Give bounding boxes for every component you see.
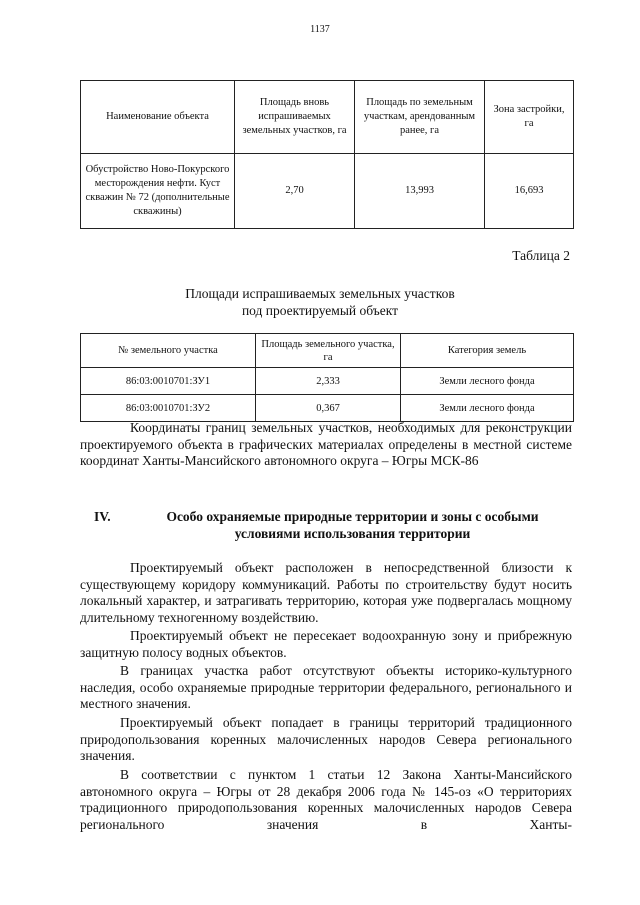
table-cell: 86:03:0010701:ЗУ1 xyxy=(81,368,256,395)
table-cell: Земли лесного фонда xyxy=(401,395,574,422)
section-heading xyxy=(80,508,573,542)
section-title-line: условиями использования территории xyxy=(234,526,471,541)
table-cell: Обустройство Ново-Покурского месторождения нефти. Куст скважин № 72 (дополнительные скважины) xyxy=(81,154,235,229)
section-title-line: Особо охраняемые природные территории и зоны с особыми xyxy=(166,509,539,524)
section-number: IV. xyxy=(94,509,111,524)
table-header-cell: Зона застройки, га xyxy=(485,81,574,154)
table-header-cell: № земельного участка xyxy=(81,334,256,368)
table-header-cell: Наименование объекта xyxy=(81,81,235,154)
table-title-line: Площади испрашиваемых земельных участков xyxy=(185,286,455,301)
table-cell: 16,693 xyxy=(485,154,574,229)
table-cell: 2,70 xyxy=(235,154,355,229)
table-cell: 0,367 xyxy=(256,395,401,422)
body-paragraph: Проектируемый объект расположен в непосредственной близости к существующему коридору коммуникаций. Работы по строительству будут носить локальный характер, и затрагивать территорию, которая уже подвергалась мощному длительному техногенному воздействию. xyxy=(80,560,572,625)
table-cell: 13,993 xyxy=(355,154,485,229)
land-plots-table xyxy=(80,333,574,422)
table-row xyxy=(81,154,574,229)
table-header-row xyxy=(81,334,574,368)
table-header-cell: Площадь вновь испрашиваемых земельных участков, га xyxy=(235,81,355,154)
page-number: 1137 xyxy=(310,24,330,35)
table-title xyxy=(0,285,640,319)
table-header-cell: Категория земель xyxy=(401,334,574,368)
table-header-cell: Площадь по земельным участкам, арендованным ранее, га xyxy=(355,81,485,154)
plots-summary-table xyxy=(80,80,574,229)
body-paragraph: Проектируемый объект попадает в границы территорий традиционного природопользования коренных малочисленных народов Севера регионального значения. xyxy=(80,715,572,763)
coordinates-paragraph: Координаты границ земельных участков, необходимых для реконструкции проектируемого объекта в графических материалах определены в местной системе координат Ханты-Мансийского автономного округа – Югры МСК-86 xyxy=(80,420,572,468)
table-row xyxy=(81,368,574,395)
table-cell: 86:03:0010701:ЗУ2 xyxy=(81,395,256,422)
table-caption: Таблица 2 xyxy=(512,248,570,263)
body-paragraph: В соответствии с пунктом 1 статьи 12 Закона Ханты-Мансийского автономного округа – Югры от 28 декабря 2006 года № 145-оз «О территориях традиционного природопользования коренных малочисленных народов Севера регионального значения в Ханты- xyxy=(80,767,572,832)
body-paragraph: В границах участка работ отсутствуют объекты историко-культурного наследия, особо охраняемые природные территории федерального, регионального и местного значения. xyxy=(80,663,572,711)
table-header-cell: Площадь земельного участка, га xyxy=(256,334,401,368)
table-title-line: под проектируемый объект xyxy=(241,303,399,318)
table-header-row xyxy=(81,81,574,154)
body-paragraph: Проектируемый объект не пересекает водоохранную зону и прибрежную защитную полосу водных объектов. xyxy=(80,628,572,660)
table-row xyxy=(81,395,574,422)
table-cell: 2,333 xyxy=(256,368,401,395)
table-cell: Земли лесного фонда xyxy=(401,368,574,395)
